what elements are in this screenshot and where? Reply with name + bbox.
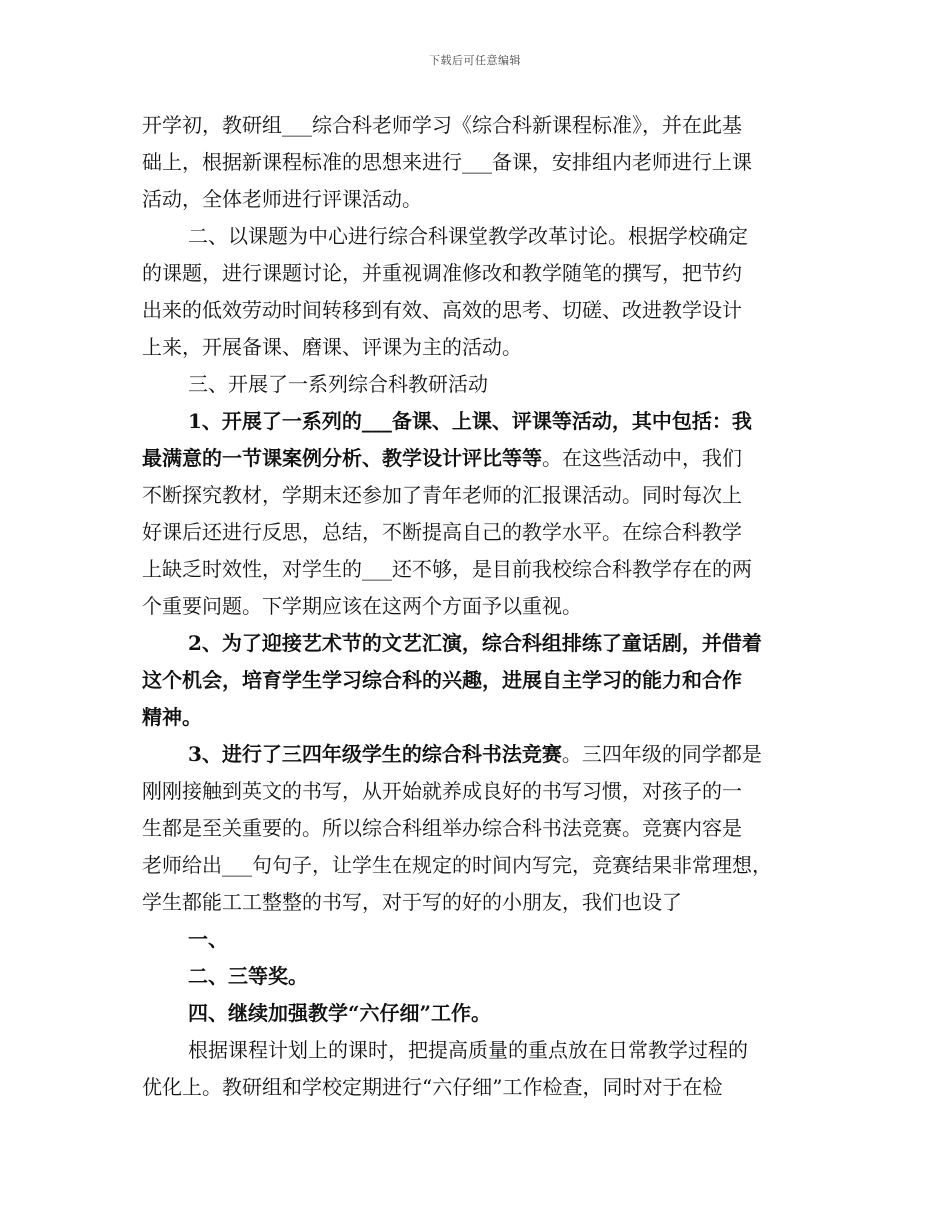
text-segment: 最满意的一节课案例分析、教学设计评比等等	[142, 446, 542, 470]
text-line	[142, 736, 812, 773]
document-body	[142, 107, 812, 1106]
text-line: 二、以课题为中心进行综合科课堂教学改革讨论。根据学校确定	[188, 224, 748, 248]
text-line: 刚刚接触到英文的书写，从开始就养成良好的书写习惯，对孩子的一	[142, 779, 742, 803]
text-line: 老师给出___句句子，让学生在规定的时间内写完，竞赛结果非常理想，	[142, 853, 772, 877]
text-segment: 。在这些活动中，我们	[542, 446, 742, 470]
text-line: 不断探究教材，学期末还参加了青年老师的汇报课活动。同时每次上	[142, 483, 742, 507]
text-line: 2、为了迎接艺术节的文艺汇演，综合科组排练了童话剧，并借着	[188, 631, 762, 655]
text-line	[142, 440, 812, 477]
text-line: 上缺乏时效性，对学生的___还不够，是目前我校综合科教学存在的两	[142, 557, 752, 581]
text-line: 四、继续加强教学“六仔细”工作。	[188, 1001, 492, 1025]
text-line: 这个机会，培育学生学习综合科的兴趣，进展自主学习的能力和合作	[142, 668, 742, 692]
text-line: 三、开展了一系列综合科教研活动	[188, 372, 488, 396]
text-line: 优化上。教研组和学校定期进行“六仔细”工作检查，同时对于在检	[142, 1075, 723, 1099]
text-line: 个重要问题。下学期应该在这两个方面予以重视。	[142, 594, 582, 618]
text-line: 的课题，进行课题讨论，并重视调准修改和教学随笔的撰写，把节约	[142, 261, 742, 285]
text-line: 础上，根据新课程标准的思想来进行___备课，安排组内老师进行上课	[142, 150, 752, 174]
text-line: 活动，全体老师进行评课活动。	[142, 187, 422, 211]
text-line: 上来，开展备课、磨课、评课为主的活动。	[142, 335, 522, 359]
text-line: 1、开展了一系列的___备课、上课、评课等活动，其中包括：我	[188, 409, 752, 433]
text-line: 学生都能工工整整的书写，对于写的好的小朋友，我们也设了	[142, 890, 682, 914]
text-line: 好课后还进行反思，总结，不断提高自己的教学水平。在综合科教学	[142, 520, 742, 544]
text-segment: 。三四年级的同学都是	[561, 742, 762, 766]
text-line: 根据课程计划上的课时，把提高质量的重点放在日常教学过程的	[188, 1038, 748, 1062]
text-line: 出来的低效劳动时间转移到有效、高效的思考、切磋、改进教学设计	[142, 298, 742, 322]
text-line: 二、三等奖。	[188, 964, 308, 988]
text-line: 生都是至关重要的。所以综合科组举办综合科书法竞赛。竞赛内容是	[142, 816, 742, 840]
text-line: 一、	[188, 927, 228, 951]
page-header: 下载后可任意编辑	[429, 54, 521, 67]
text-line: 精神。	[142, 705, 202, 729]
text-segment: 3、进行了三四年级学生的综合科书法竞赛	[188, 742, 562, 766]
text-line: 开学初，教研组___综合科老师学习《综合科新课程标准》，并在此基	[142, 113, 742, 137]
